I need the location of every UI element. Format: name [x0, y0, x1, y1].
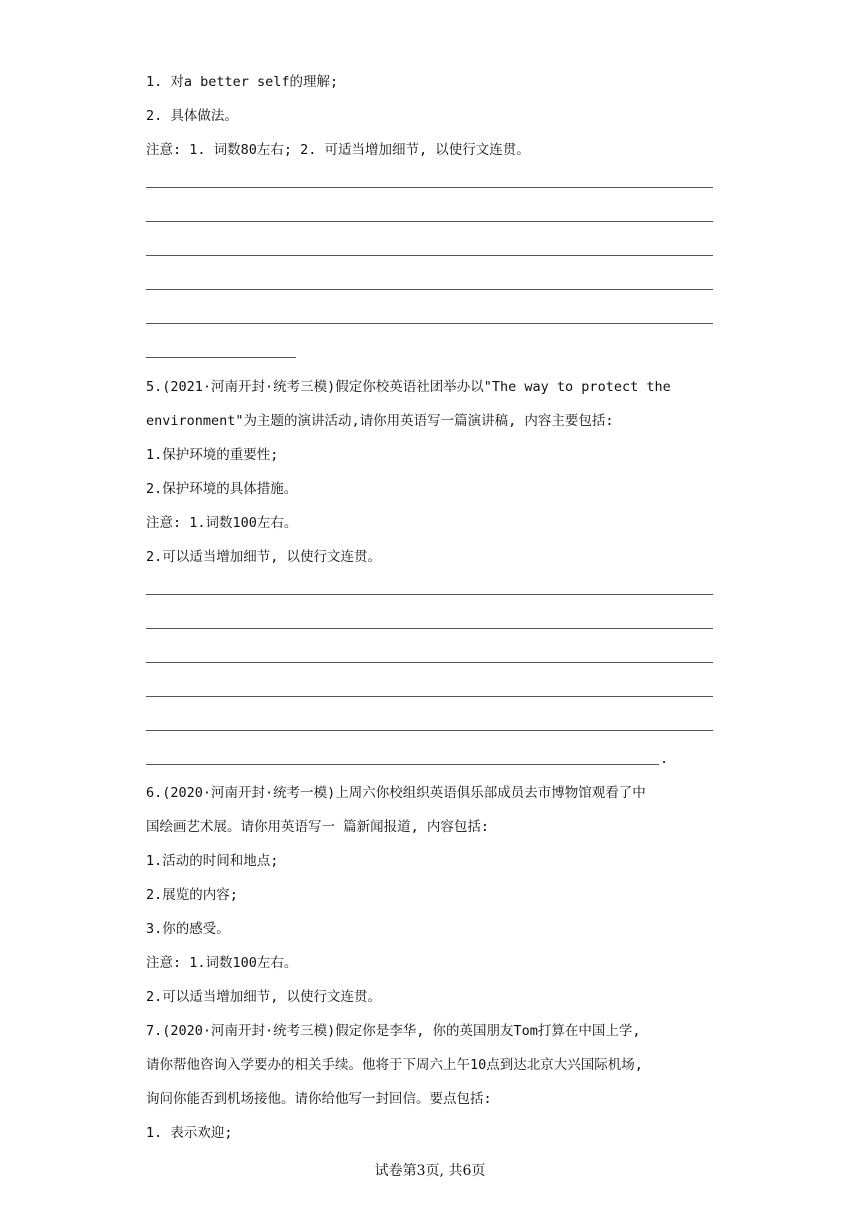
q7-line-2: 请你帮他咨询入学要办的相关手续。他将于下周六上午10点到达北京大兴国际机场, — [146, 1057, 643, 1073]
answer-rule — [146, 594, 713, 595]
q6-line-1: 6.(2020·河南开封·统考一模)上周六你校组织英语俱乐部成员去市博物馆观看了中 — [146, 785, 646, 801]
line-1: 1. 对a better self的理解; — [146, 74, 339, 90]
line-2: 2. 具体做法。 — [146, 108, 238, 124]
q7-line-3: 询问你能否到机场接他。请你给他写一封回信。要点包括: — [146, 1091, 492, 1107]
page-footer: 试卷第3页, 共6页 — [374, 1163, 486, 1179]
q5-note-1: 注意: 1.词数100左右。 — [146, 515, 298, 531]
line-3: 注意: 1. 词数80左右; 2. 可适当增加细节, 以使行文连贯。 — [146, 142, 530, 158]
q6-point-1: 1.活动的时间和地点; — [146, 853, 279, 869]
answer-rule — [146, 187, 713, 188]
q5-note-2: 2.可以适当增加细节, 以使行文连贯。 — [146, 549, 382, 565]
q6-note-1: 注意: 1.词数100左右。 — [146, 955, 298, 971]
q5-line-1: 5.(2021·河南开封·统考三模)假定你校英语社团举办以"The way to protect the — [146, 379, 671, 395]
answer-rule-short — [146, 357, 296, 358]
answer-rule — [146, 221, 713, 222]
q6-point-3: 3.你的感受。 — [146, 921, 230, 937]
q7-point-1: 1. 表示欢迎; — [146, 1125, 233, 1141]
answer-rule — [146, 730, 713, 731]
answer-rule — [146, 323, 713, 324]
period-mark: . — [660, 751, 669, 767]
q7-line-1: 7.(2020·河南开封·统考三模)假定你是李华, 你的英国朋友Tom打算在中国上学, — [146, 1023, 641, 1039]
q6-line-2: 国绘画艺术展。请你用英语写一 篇新闻报道, 内容包括: — [146, 819, 490, 835]
q5-point-1: 1.保护环境的重要性; — [146, 447, 279, 463]
answer-rule — [146, 255, 713, 256]
q5-point-2: 2.保护环境的具体措施。 — [146, 481, 298, 497]
answer-rule — [146, 662, 713, 663]
answer-rule — [146, 696, 713, 697]
q6-point-2: 2.展览的内容; — [146, 887, 238, 903]
answer-rule — [146, 628, 713, 629]
answer-rule-last — [146, 764, 659, 765]
answer-rule — [146, 289, 713, 290]
q6-note-2: 2.可以适当增加细节, 以使行文连贯。 — [146, 989, 382, 1005]
q5-line-2: environment"为主题的演讲活动,请你用英语写一篇演讲稿, 内容主要包括: — [146, 413, 614, 429]
